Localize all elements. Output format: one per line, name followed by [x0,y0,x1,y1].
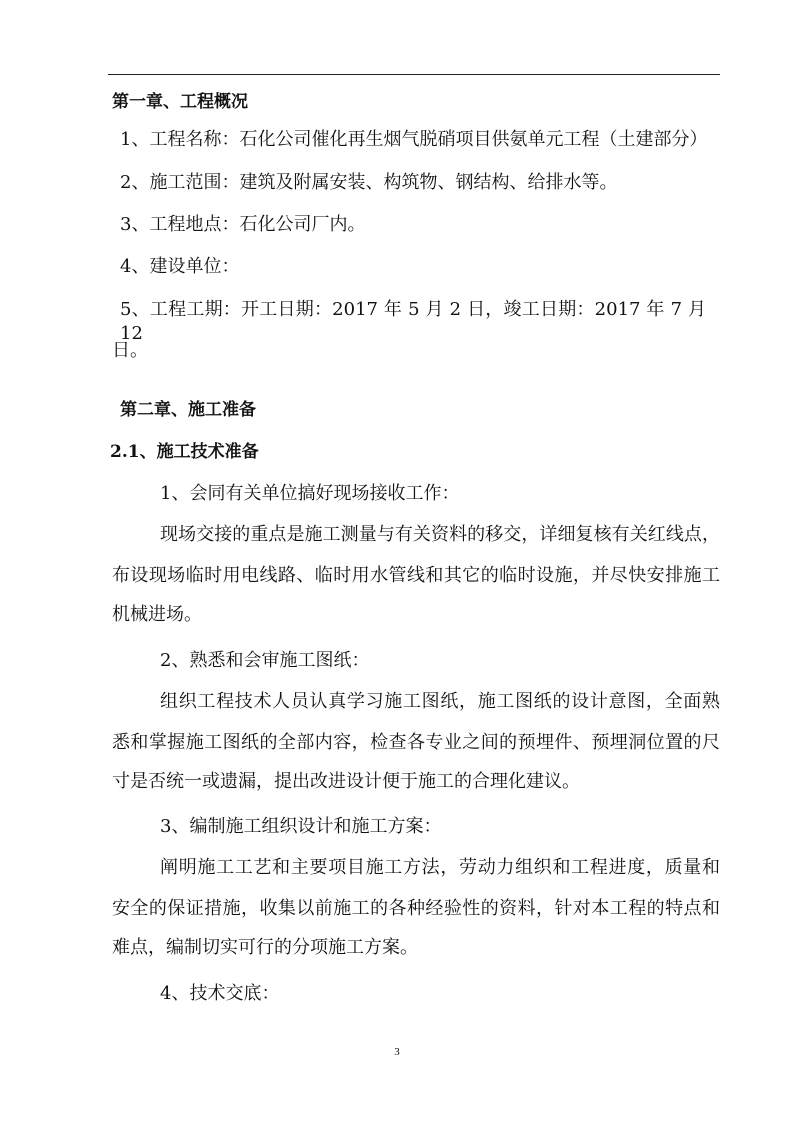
item-2-heading: 2、熟悉和会审施工图纸： [160,650,370,671]
schedule-line-continued: 日。 [112,340,148,361]
item-4-heading: 4、技术交底： [160,983,280,1004]
item-2-paragraph-line-2: 悉和掌握施工图纸的全部内容，检查各专业之间的预埋件、预埋洞位置的尺 [112,732,720,753]
item-2-paragraph-line-3: 寸是否统一或遗漏，提出改进设计便于施工的合理化建议。 [112,771,580,792]
chapter-1-title: 第一章、工程概况 [112,92,248,112]
item-1-heading: 1、会同有关单位搞好现场接收工作： [160,483,460,504]
item-3-heading: 3、编制施工组织设计和施工方案： [160,816,442,837]
chapter-2-title: 第二章、施工准备 [120,400,256,420]
item-3-paragraph-line-2: 安全的保证措施，收集以前施工的各种经验性的资料，针对本工程的特点和 [112,898,720,919]
project-name-line: 1、工程名称：石化公司催化再生烟气脱硝项目供氨单元工程（土建部分） [120,129,708,150]
item-3-paragraph-line-1: 阐明施工工艺和主要项目施工方法，劳动力组织和工程进度，质量和 [160,857,720,878]
page-number: 3 [394,1046,400,1058]
item-1-paragraph-line-2: 布设现场临时用电线路、临时用水管线和其它的临时设施，并尽快安排施工 [112,565,720,586]
item-3-paragraph-line-3: 难点，编制切实可行的分项施工方案。 [112,937,418,958]
section-2-1-title: 2.1、施工技术准备 [110,442,259,462]
schedule-line: 5、工程工期：开工日期：2017 年 5 月 2 日，竣工日期：2017 年 7 月 12 [120,299,706,344]
construction-scope-line: 2、施工范围：建筑及附属安装、构筑物、钢结构、给排水等。 [120,172,618,193]
item-1-paragraph-line-3: 机械进场。 [112,604,202,625]
item-1-paragraph-line-1: 现场交接的重点是施工测量与有关资料的移交，详细复核有关红线点， [160,524,720,545]
item-2-paragraph-line-1: 组织工程技术人员认真学习施工图纸，施工图纸的设计意图，全面熟 [160,691,720,712]
owner-unit-line: 4、建设单位： [120,256,240,277]
project-location-line: 3、工程地点：石化公司厂内。 [120,214,366,235]
header-rule [108,74,720,75]
